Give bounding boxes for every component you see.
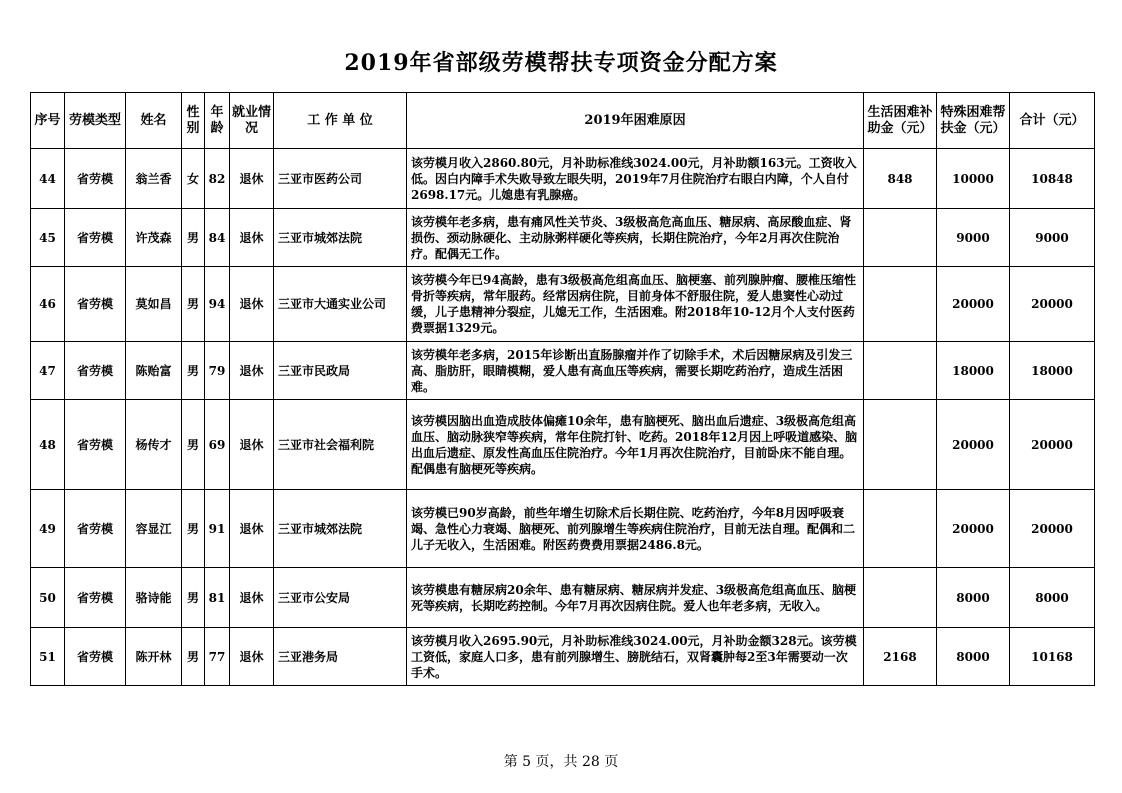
cell-gender: 男 (182, 400, 205, 490)
cell-type: 省劳模 (65, 342, 126, 400)
table-row (31, 568, 1095, 628)
cell-reason: 该劳模今年已94高龄，患有3级极高危组高血压、脑梗塞、前列腺肿瘤、腰椎压缩性骨折等疾病，常年服药。经常因病住院，目前身体不舒服住院，爱人患窦性心动过缓，儿子患精神分裂症，儿媳无工作，生活困难。附2018年10-12月个人支付医药费票据1329元。 (407, 267, 864, 342)
cell-total: 20000 (1010, 267, 1095, 342)
header-living: 生活困难补助金（元） (864, 93, 937, 149)
cell-age: 84 (205, 209, 230, 267)
table-row (31, 628, 1095, 686)
page-title: 2019年省部级劳模帮扶专项资金分配方案 (344, 50, 778, 76)
header-name: 姓名 (126, 93, 182, 149)
cell-reason: 该劳模因脑出血造成肢体偏瘫10余年，患有脑梗死、脑出血后遗症、3级极高危组高血压、脑动脉狭窄等疾病，常年住院打针、吃药。2018年12月因上呼吸道感染、脑出血后遗症、原发性高血压住院治疗。今年1月再次住院治疗，目前卧床不能自理。配偶患有脑梗死等疾病。 (407, 400, 864, 490)
cell-reason: 该劳模月收入2695.90元，月补助标准线3024.00元，月补助金额328元。该劳模工资低，家庭人口多，患有前列腺增生、膀胱结石，双肾囊肿每2至3年需要动一次手术。 (407, 628, 864, 686)
cell-age: 79 (205, 342, 230, 400)
cell-type: 省劳模 (65, 400, 126, 490)
cell-gender: 女 (182, 149, 205, 209)
cell-living (864, 400, 937, 490)
cell-employment: 退休 (230, 342, 274, 400)
cell-age: 82 (205, 149, 230, 209)
cell-living: 848 (864, 149, 937, 209)
cell-employment: 退休 (230, 490, 274, 568)
cell-name: 翁兰香 (126, 149, 182, 209)
cell-employment: 退休 (230, 209, 274, 267)
cell-gender: 男 (182, 568, 205, 628)
cell-living (864, 342, 937, 400)
cell-employment: 退休 (230, 267, 274, 342)
cell-special: 18000 (937, 342, 1010, 400)
cell-type: 省劳模 (65, 568, 126, 628)
cell-gender: 男 (182, 628, 205, 686)
cell-living (864, 490, 937, 568)
cell-age: 77 (205, 628, 230, 686)
cell-age: 69 (205, 400, 230, 490)
header-special: 特殊困难帮扶金（元） (937, 93, 1010, 149)
cell-unit: 三亚市社会福利院 (274, 400, 407, 490)
cell-living (864, 267, 937, 342)
cell-age: 94 (205, 267, 230, 342)
cell-seq: 45 (31, 209, 65, 267)
cell-unit: 三亚市公安局 (274, 568, 407, 628)
cell-total: 9000 (1010, 209, 1095, 267)
cell-unit: 三亚市城郊法院 (274, 209, 407, 267)
cell-total: 20000 (1010, 490, 1095, 568)
cell-living (864, 568, 937, 628)
cell-special: 8000 (937, 568, 1010, 628)
cell-reason: 该劳模患有糖尿病20余年、患有糖尿病、糖尿病并发症、3级极高危组高血压、脑梗死等疾病，长期吃药控制。今年7月再次因病住院。爱人也年老多病，无收入。 (407, 568, 864, 628)
cell-total: 10848 (1010, 149, 1095, 209)
cell-unit: 三亚市医药公司 (274, 149, 407, 209)
header-gender: 性别 (182, 93, 205, 149)
cell-gender: 男 (182, 267, 205, 342)
cell-unit: 三亚市民政局 (274, 342, 407, 400)
cell-type: 省劳模 (65, 149, 126, 209)
cell-seq: 47 (31, 342, 65, 400)
header-unit: 工 作 单 位 (274, 93, 407, 149)
header-age: 年龄 (205, 93, 230, 149)
cell-employment: 退休 (230, 400, 274, 490)
header-employment: 就业情况 (230, 93, 274, 149)
cell-unit: 三亚市城郊法院 (274, 490, 407, 568)
cell-type: 省劳模 (65, 267, 126, 342)
cell-type: 省劳模 (65, 490, 126, 568)
cell-name: 容显江 (126, 490, 182, 568)
cell-special: 9000 (937, 209, 1010, 267)
cell-gender: 男 (182, 490, 205, 568)
cell-type: 省劳模 (65, 628, 126, 686)
header-seq: 序号 (31, 93, 65, 149)
cell-reason: 该劳模年老多病，2015年诊断出直肠腺瘤并作了切除手术，术后因糖尿病及引发三高、脂肪肝，眼睛模糊，爱人患有高血压等疾病，需要长期吃药治疗，造成生活困难。 (407, 342, 864, 400)
cell-employment: 退休 (230, 149, 274, 209)
cell-unit: 三亚市大通实业公司 (274, 267, 407, 342)
cell-special: 20000 (937, 400, 1010, 490)
cell-name: 杨传才 (126, 400, 182, 490)
cell-name: 骆诗能 (126, 568, 182, 628)
table-row (31, 267, 1095, 342)
cell-age: 91 (205, 490, 230, 568)
cell-total: 10168 (1010, 628, 1095, 686)
cell-reason: 该劳模年老多病，患有痛风性关节炎、3级极高危高血压、糖尿病、高尿酸血症、肾损伤、颈动脉硬化、主动脉粥样硬化等疾病，长期住院治疗，今年2月再次住院治疗。配偶无工作。 (407, 209, 864, 267)
header-total: 合计（元） (1010, 93, 1095, 149)
cell-employment: 退休 (230, 568, 274, 628)
cell-special: 10000 (937, 149, 1010, 209)
cell-seq: 44 (31, 149, 65, 209)
cell-seq: 51 (31, 628, 65, 686)
table-row (31, 209, 1095, 267)
cell-reason: 该劳模月收入2860.80元，月补助标准线3024.00元，月补助额163元。工资收入低。因白内障手术失败导致左眼失明，2019年7月住院治疗右眼白内障，个人自付2698.17元。儿媳患有乳腺癌。 (407, 149, 864, 209)
header-type: 劳模类型 (65, 93, 126, 149)
cell-gender: 男 (182, 342, 205, 400)
allocation-table (30, 92, 1095, 686)
cell-age: 81 (205, 568, 230, 628)
table-row (31, 149, 1095, 209)
header-row (31, 93, 1095, 149)
cell-special: 20000 (937, 267, 1010, 342)
cell-special: 8000 (937, 628, 1010, 686)
cell-name: 许茂森 (126, 209, 182, 267)
cell-name: 陈贻富 (126, 342, 182, 400)
table-row (31, 490, 1095, 568)
cell-special: 20000 (937, 490, 1010, 568)
cell-seq: 46 (31, 267, 65, 342)
cell-total: 18000 (1010, 342, 1095, 400)
table-row (31, 400, 1095, 490)
page-footer: 第 5 页，共 28 页 (503, 754, 619, 770)
cell-seq: 49 (31, 490, 65, 568)
cell-reason: 该劳模已90岁高龄，前些年增生切除术后长期住院、吃药治疗，今年8月因呼吸衰竭、急性心力衰竭、脑梗死、前列腺增生等疾病住院治疗，目前无法自理。配偶和二儿子无收入，生活困难。附医药费费用票据2486.8元。 (407, 490, 864, 568)
cell-name: 陈开林 (126, 628, 182, 686)
cell-employment: 退休 (230, 628, 274, 686)
cell-seq: 48 (31, 400, 65, 490)
table-row (31, 342, 1095, 400)
cell-name: 莫如昌 (126, 267, 182, 342)
cell-type: 省劳模 (65, 209, 126, 267)
cell-seq: 50 (31, 568, 65, 628)
cell-gender: 男 (182, 209, 205, 267)
cell-living: 2168 (864, 628, 937, 686)
cell-unit: 三亚港务局 (274, 628, 407, 686)
cell-living (864, 209, 937, 267)
header-reason: 2019年困难原因 (407, 93, 864, 149)
cell-total: 20000 (1010, 400, 1095, 490)
cell-total: 8000 (1010, 568, 1095, 628)
